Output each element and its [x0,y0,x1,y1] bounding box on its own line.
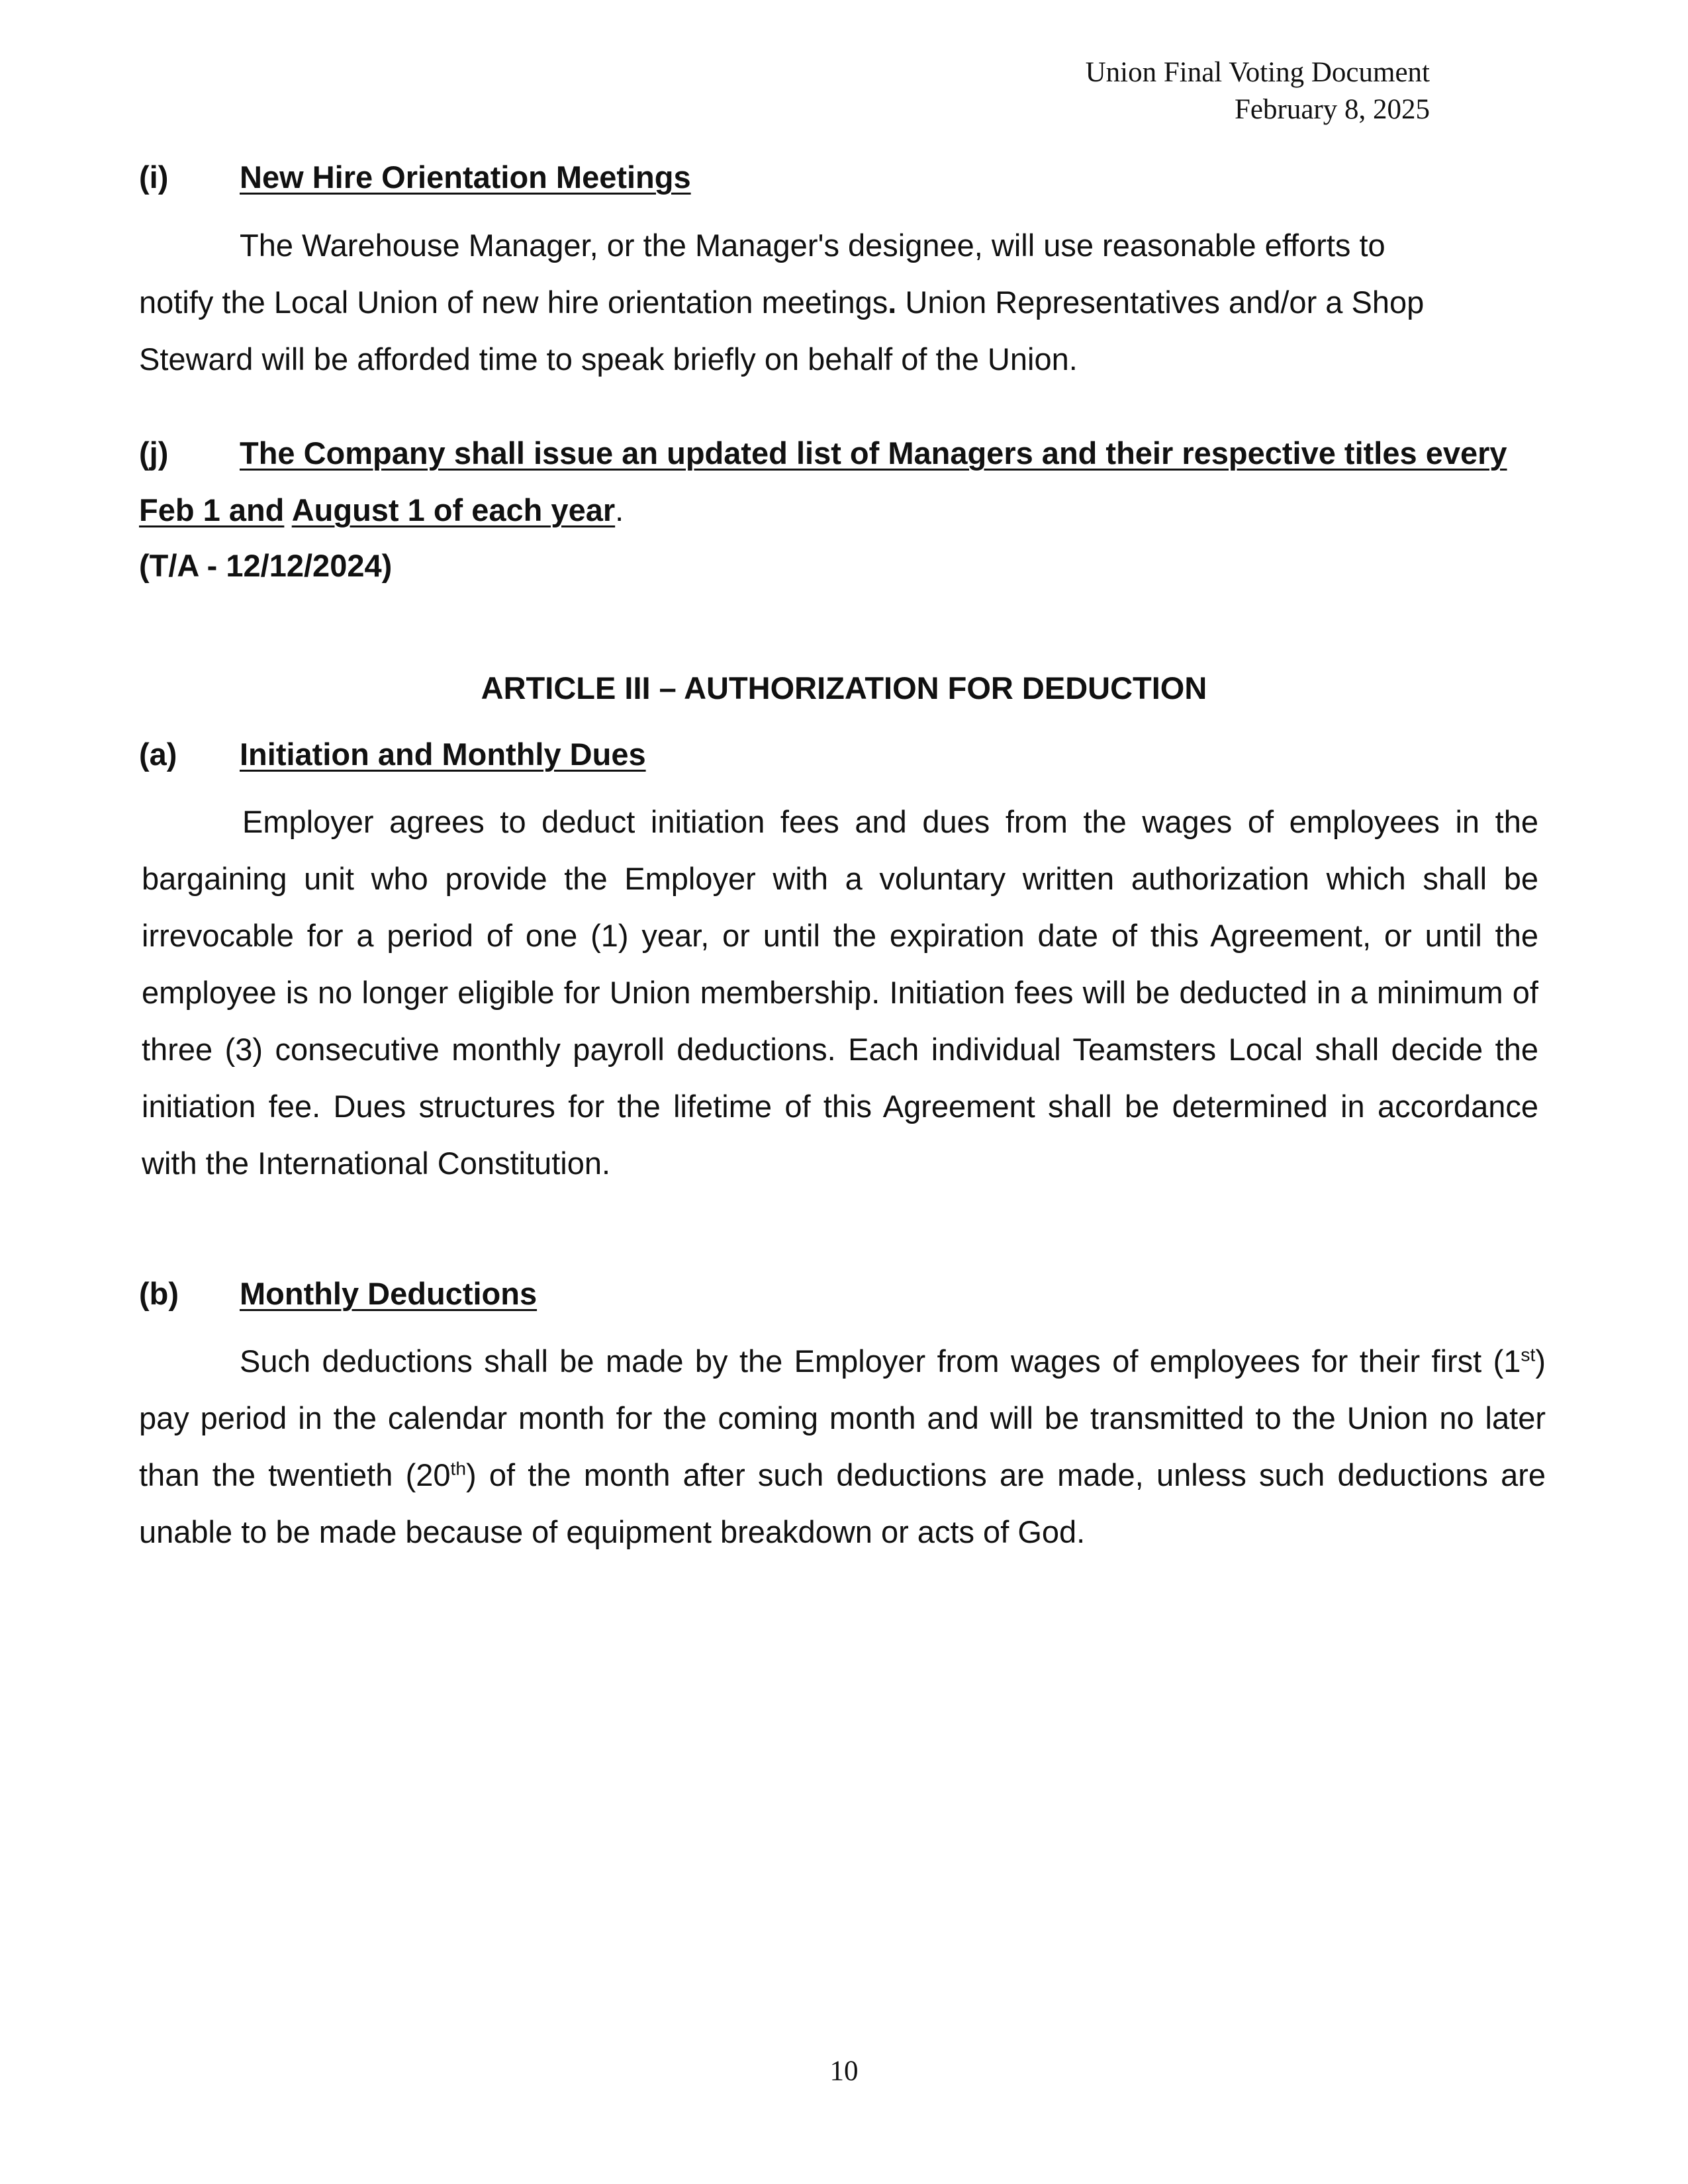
section-j-text-end: . [615,492,624,527]
section-i-marker: (i) [139,159,169,195]
section-i-body [139,217,1463,388]
section-b-body-1: Such deductions shall be made by the Employer from wages of employees for their first (1 [240,1343,1521,1379]
section-a-marker: (a) [139,737,177,772]
section-b-sup-1: st [1521,1343,1536,1365]
document-title: Union Final Voting Document [1085,57,1430,88]
article-title: ARTICLE III – AUTHORIZATION FOR DEDUCTION [481,670,1207,705]
section-a-title: Initiation and Monthly Dues [240,737,646,772]
section-j-text-b: August 1 of each year [291,492,616,527]
section-b-sup-2: th [450,1457,467,1479]
document-date: February 8, 2025 [1235,94,1430,125]
section-a-body-text: Employer agrees to deduct initiation fees and dues from the wages of employees in the bargaining unit who provide the Employer with a voluntary written authorization which shall be irrevocable for a period of one (1) year, or until the expiration date of this Agreement, or until the employee is no longer eligible for Union membership. Initiation fees will be deducted in a minimum of three (3) consecutive monthly payroll deductions. Each individual Teamsters Local shall decide the initiation fee. Dues structures for the lifetime of this Agreement shall be determined in accordance with the International Constitution. [142,804,1538,1181]
document-header [1086,54,1430,128]
section-a-heading [139,735,646,774]
page-number: 10 [829,2056,859,2087]
section-j-marker: (j) [139,435,169,471]
section-b-marker: (b) [139,1276,179,1311]
section-b-body [139,1333,1546,1561]
section-i-body-text-b: Union Representatives and/or a Shop Steward will be afforded time to speak briefly on behalf of the Union. [139,285,1425,377]
section-j-ta-note: (T/A - 12/12/2024) [139,548,393,583]
section-i-heading [139,158,691,197]
section-b-heading [139,1274,537,1314]
section-b-title: Monthly Deductions [240,1276,538,1311]
section-j-text-a: The Company shall issue an updated list of Managers and their respective titles every Feb 1 and [139,435,1507,527]
section-i-body-text-a: The Warehouse Manager, or the Manager's designee, will use reasonable efforts to notify the Local Union of new hire orientation meetings [139,228,1385,320]
section-b-body-3: ) of the month after such deductions are made, unless such deductions are unable to be made because of equipment breakdown or acts of God. [139,1457,1546,1549]
section-a-body [142,794,1538,1192]
section-b-body-2: ) pay period in the calendar month for the coming month and will be transmitted to the Union no later than the twentieth (20 [139,1343,1546,1492]
section-i-body-dot: . [888,285,897,320]
section-j [139,425,1549,539]
section-i-title: New Hire Orientation Meetings [240,159,691,195]
